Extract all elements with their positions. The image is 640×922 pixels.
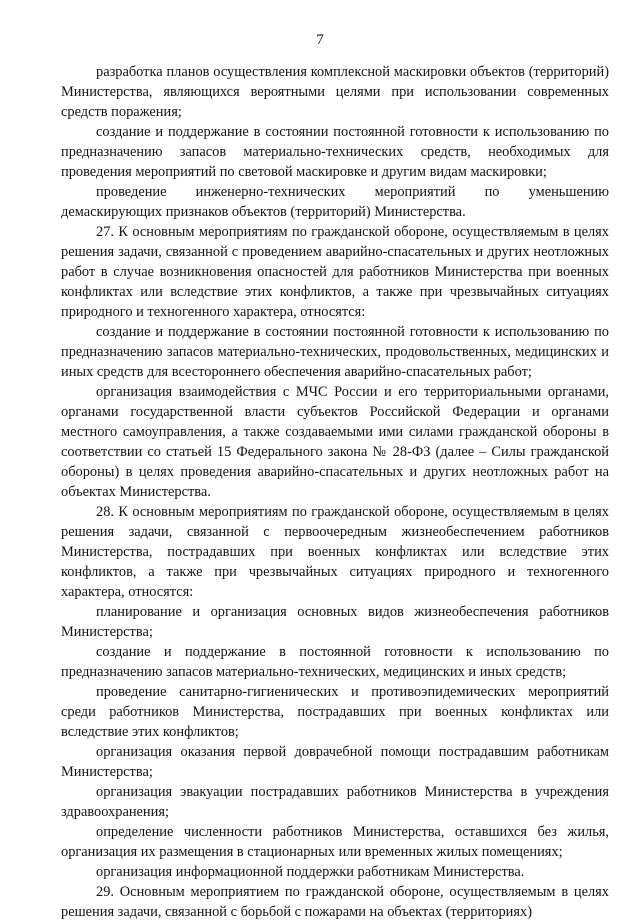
paragraph: планирование и организация основных видов жизнеобеспечения работников Министерства; xyxy=(61,604,609,640)
paragraph: разработка планов осуществления комплексной маскировки объектов (территорий) Министерства, являющихся вероятными целями при использовании современных средств поражения; xyxy=(61,64,609,120)
paragraph: организация оказания первой доврачебной помощи пострадавшим работникам Министерства; xyxy=(61,744,609,780)
paragraph: создание и поддержание в постоянной готовности к использованию по предназначению запасов материально-технических, медицинских и иных средств; xyxy=(61,644,609,680)
document-body xyxy=(61,62,609,922)
page-number: 7 xyxy=(316,32,324,48)
paragraph: 29. Основным мероприятием по гражданской обороне, осуществляемым в целях решения задачи, связанной с борьбой с пожарами на объектах (территориях) xyxy=(61,884,609,920)
paragraph: организация эвакуации пострадавших работников Министерства в учреждения здравоохранения; xyxy=(61,784,609,820)
paragraph: определение численности работников Министерства, оставшихся без жилья, организация их размещения в стационарных или временных жилых помещениях; xyxy=(61,824,609,860)
paragraph: 28. К основным мероприятиям по гражданской обороне, осуществляемым в целях решения задачи, связанной с первоочередным жизнеобеспечением работников Министерства, пострадавших при военных конфликтах или вследствие этих конфликтов, а также при чрезвычайных ситуациях природного и техногенного характера, относятся: xyxy=(61,504,609,600)
paragraph: создание и поддержание в состоянии постоянной готовности к использованию по предназначению запасов материально-технических, продовольственных, медицинских и иных средств для всестороннего обеспечения аварийно-спасательных работ; xyxy=(61,324,609,380)
paragraph: организация взаимодействия с МЧС России и его территориальными органами, органами государственной власти субъектов Российской Федерации и органами местного самоуправления, а также создаваемыми ими силами гражданской обороны в соответствии со статьей 15 Федерального закона № 28-ФЗ (далее – Силы гражданской обороны) в целях проведения аварийно-спасательных и других неотложных работ на объектах Министерства. xyxy=(61,384,609,500)
paragraph: организация информационной поддержки работникам Министерства. xyxy=(96,864,525,880)
paragraph: создание и поддержание в состоянии постоянной готовности к использованию по предназначению запасов материально-технических средств, необходимых для проведения мероприятий по световой маскировке и другим видам маскировки; xyxy=(61,124,609,180)
paragraph: проведение инженерно-технических мероприятий по уменьшению демаскирующих признаков объектов (территорий) Министерства. xyxy=(61,184,609,220)
paragraph: 27. К основным мероприятиям по гражданской обороне, осуществляемым в целях решения задачи, связанной с проведением аварийно-спасательных и других неотложных работ в случае возникновения опасностей для работников Министерства при военных конфликтах или вследствие этих конфликтов, а также при чрезвычайных ситуациях природного и техногенного характера, относятся: xyxy=(61,224,609,320)
paragraph: проведение санитарно-гигиенических и противоэпидемических мероприятий среди работников Министерства, пострадавших при военных конфликтах или вследствие этих конфликтов; xyxy=(61,684,609,740)
